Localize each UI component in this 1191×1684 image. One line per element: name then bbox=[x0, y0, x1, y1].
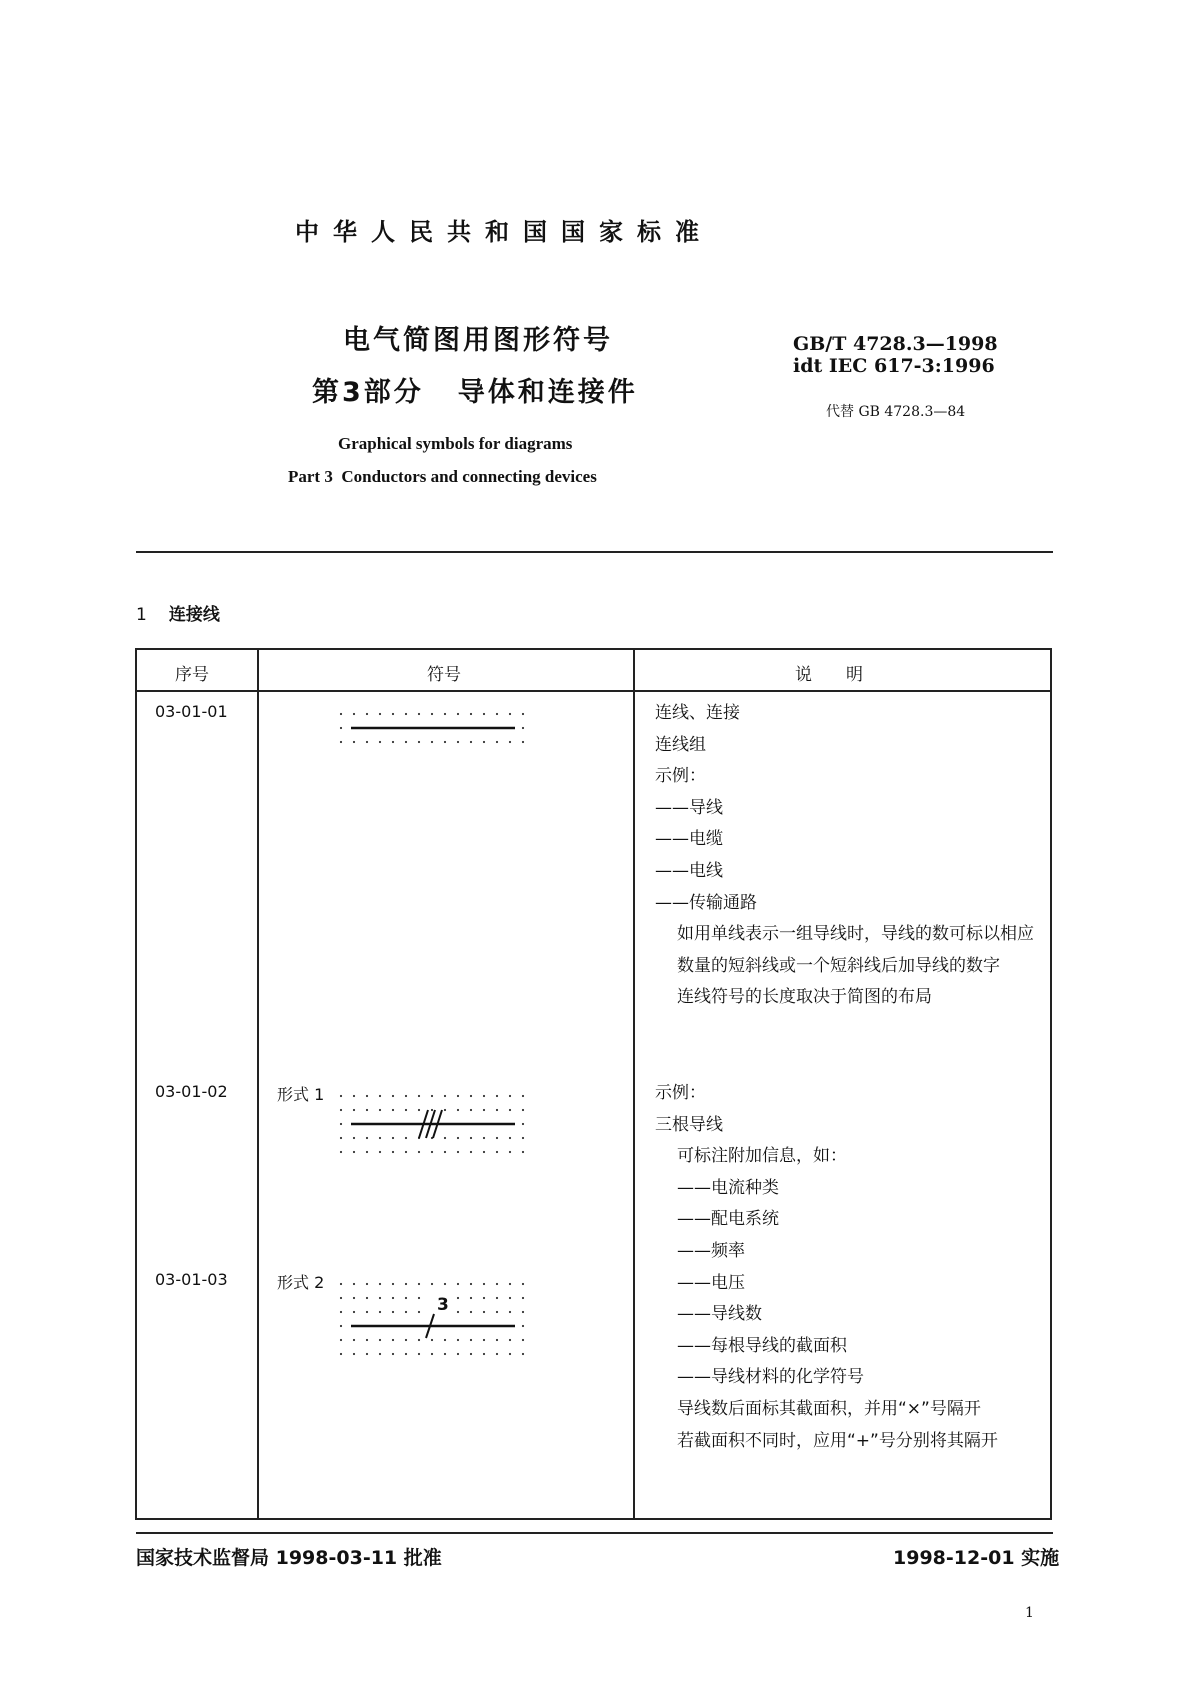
three-conductors-symbol-form2 bbox=[337, 1278, 537, 1360]
conductor-count-label: 3 bbox=[437, 1295, 449, 1315]
standard-code-block bbox=[793, 333, 998, 377]
desc-line: ——导线 bbox=[655, 797, 723, 818]
desc-line: 示例： bbox=[655, 766, 706, 787]
title-en-line1: Graphical symbols for diagrams bbox=[338, 434, 573, 453]
description-block-2 bbox=[655, 1078, 1040, 1457]
standard-code: GB/T 4728.3—1998 bbox=[793, 333, 998, 355]
page-number: 1 bbox=[1025, 1605, 1034, 1621]
title-en-line2 bbox=[288, 467, 597, 487]
symbol-table bbox=[135, 648, 1052, 1520]
desc-line: ——传输通路 bbox=[655, 892, 757, 913]
column-divider bbox=[633, 650, 635, 1518]
effective-date: 1998-12-01 实施 bbox=[893, 1547, 1060, 1569]
title-cn-subject: 导体和连接件 bbox=[457, 377, 638, 408]
section-title: 连接线 bbox=[168, 605, 220, 625]
desc-paragraph: 如用单线表示一组导线时，导线的数可标以相应数量的短斜线或一个短斜线后加导线的数字 bbox=[677, 924, 1034, 976]
desc-line: 连线组 bbox=[655, 734, 706, 755]
national-standard-heading: 中华人民共和国国家标准 bbox=[295, 218, 713, 246]
title-cn-line2 bbox=[312, 370, 638, 409]
title-cn-line1: 电气简图用图形符号 bbox=[343, 325, 613, 356]
form-label-1: 形式 1 bbox=[277, 1085, 325, 1104]
desc-line: 三根导线 bbox=[655, 1114, 723, 1135]
desc-line: ——电压 bbox=[677, 1272, 745, 1293]
form-label-2: 形式 2 bbox=[277, 1273, 325, 1292]
desc-line: ——每根导线的截面积 bbox=[677, 1335, 847, 1356]
header-serial: 序号 bbox=[175, 665, 209, 685]
header-divider bbox=[137, 690, 1050, 692]
row-code-03-01-03: 03-01-03 bbox=[155, 1270, 228, 1289]
title-cn-part: 第3部分 bbox=[312, 377, 424, 408]
title-en-subject: Conductors and connecting devices bbox=[341, 467, 597, 486]
top-rule bbox=[136, 551, 1053, 553]
section-number: 1 bbox=[136, 605, 147, 625]
three-conductors-symbol-form1 bbox=[337, 1090, 537, 1170]
row-code-03-01-02: 03-01-02 bbox=[155, 1082, 228, 1101]
approval-note: 国家技术监督局 1998-03-11 批准 bbox=[136, 1547, 442, 1569]
description-block-1 bbox=[655, 698, 1040, 1014]
desc-line: ——电缆 bbox=[655, 829, 723, 850]
desc-line: 示例： bbox=[655, 1083, 706, 1103]
desc-line: ——电线 bbox=[655, 860, 723, 881]
desc-line: 连线、连接 bbox=[655, 703, 740, 723]
desc-paragraph: 若截面积不同时，应用“+”号分别将其隔开 bbox=[677, 1430, 998, 1451]
replaces-note: 代替 GB 4728.3—84 bbox=[826, 404, 966, 420]
title-en-part: Part 3 bbox=[288, 467, 333, 486]
idt-reference: idt IEC 617-3:1996 bbox=[793, 355, 995, 377]
row-code-03-01-01: 03-01-01 bbox=[155, 702, 228, 721]
desc-line: ——导线数 bbox=[677, 1304, 762, 1325]
desc-line: 可标注附加信息，如： bbox=[677, 1146, 847, 1167]
desc-line: ——电流种类 bbox=[677, 1177, 779, 1198]
conductor-symbol bbox=[337, 708, 537, 750]
header-description: 说 明 bbox=[795, 665, 863, 685]
header-symbol: 符号 bbox=[427, 665, 461, 685]
bottom-rule bbox=[136, 1532, 1053, 1534]
desc-line: ——频率 bbox=[677, 1240, 745, 1261]
desc-paragraph: 导线数后面标其截面积，并用“×”号隔开 bbox=[677, 1398, 981, 1419]
section-heading bbox=[136, 600, 220, 625]
desc-line: 连线符号的长度取决于简图的布局 bbox=[677, 987, 932, 1008]
desc-line: ——导线材料的化学符号 bbox=[677, 1367, 864, 1388]
column-divider bbox=[257, 650, 259, 1518]
desc-line: ——配电系统 bbox=[677, 1209, 779, 1230]
